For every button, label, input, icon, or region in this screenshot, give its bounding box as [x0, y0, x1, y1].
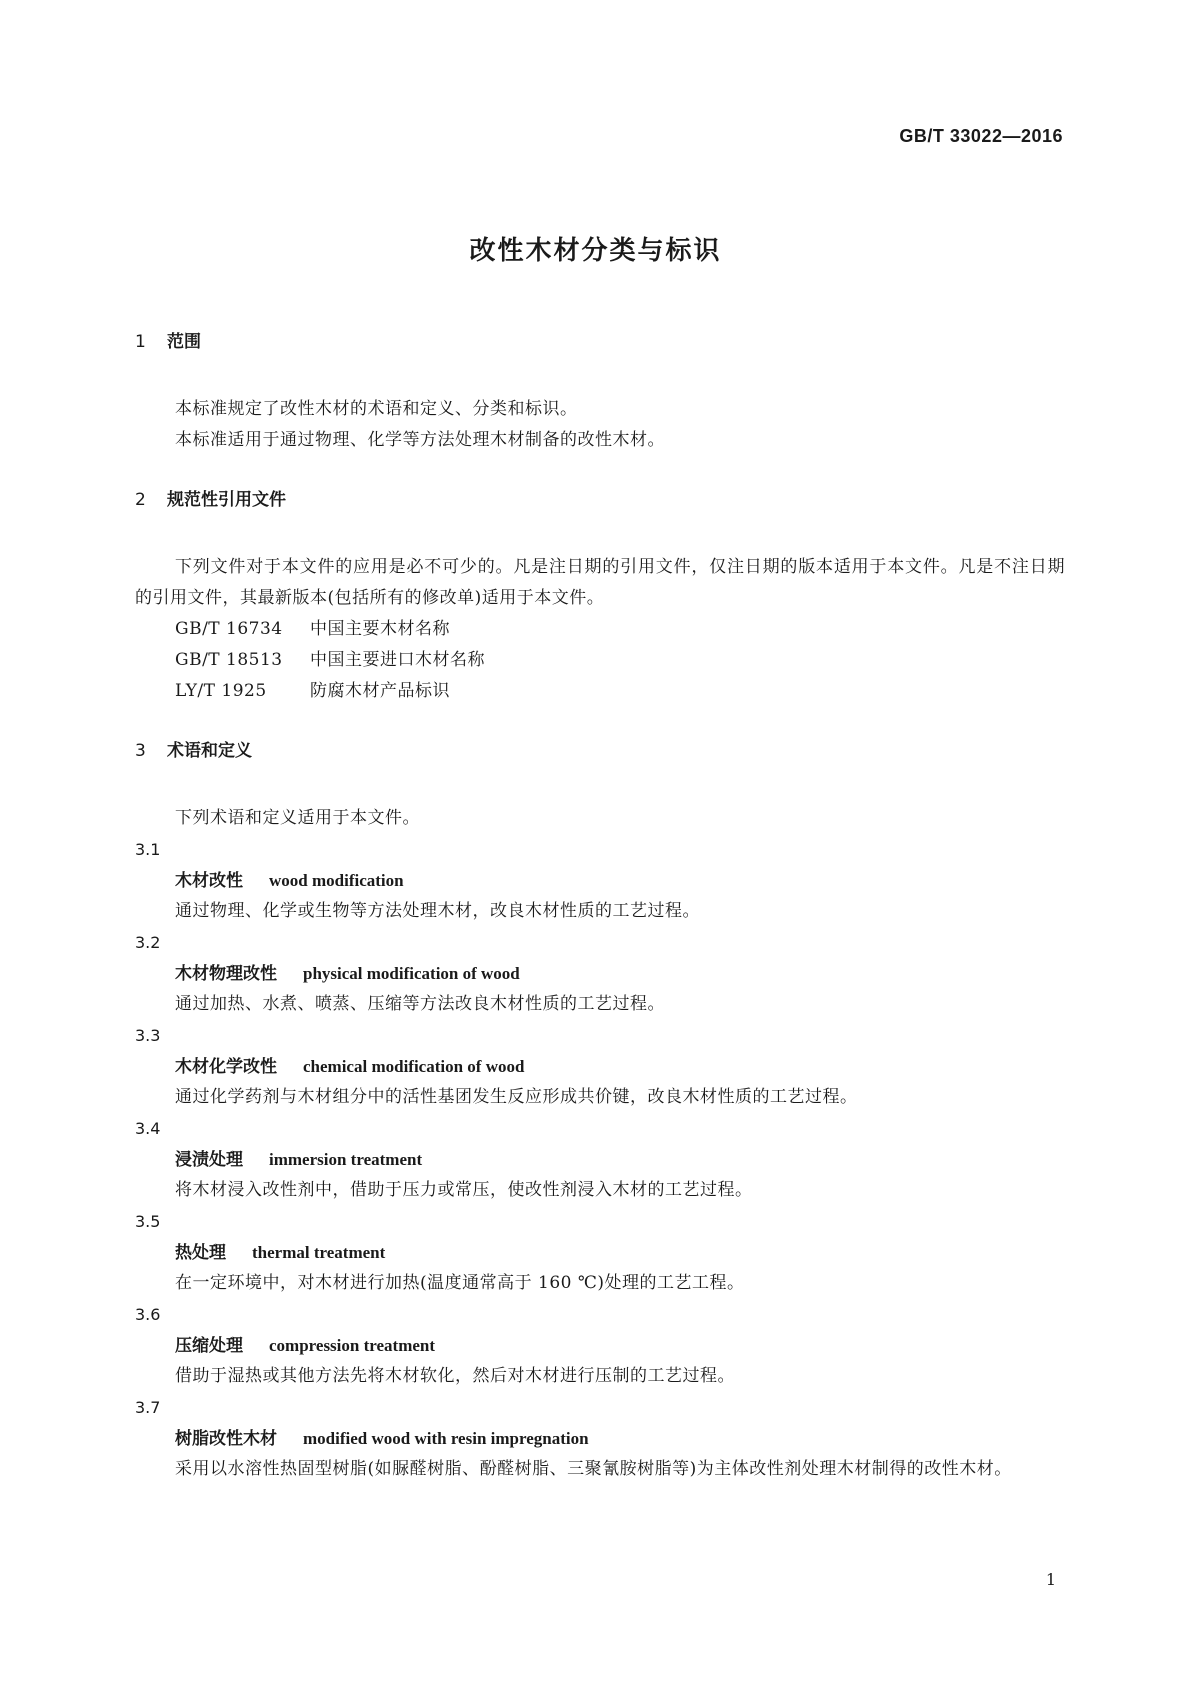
reference-code: GB/T 18513 — [175, 650, 283, 670]
term-definition: 通过化学药剂与木材组分中的活性基团发生反应形成共价键，改良木材性质的工艺过程。 — [175, 1087, 858, 1107]
term-name-zh: 浸渍处理 — [175, 1150, 243, 1170]
term-name-en: chemical modification of wood — [303, 1057, 525, 1076]
term-number: 3.7 — [135, 1398, 161, 1417]
reference-code: GB/T 16734 — [175, 619, 283, 639]
section-heading-scope — [135, 330, 1065, 354]
term-name — [135, 1423, 1065, 1454]
section-number: 2 — [135, 490, 146, 510]
section-number: 1 — [135, 332, 146, 352]
section-heading-terms — [135, 739, 1065, 763]
term-name-en: physical modification of wood — [303, 964, 520, 983]
term-name-en: wood modification — [269, 871, 404, 890]
term-name-zh: 树脂改性木材 — [175, 1429, 277, 1449]
term-number: 3.1 — [135, 840, 161, 859]
scope-paragraph: 本标准规定了改性木材的术语和定义、分类和标识。 — [175, 399, 578, 419]
terms-intro: 下列术语和定义适用于本文件。 — [175, 808, 420, 828]
references-intro: 下列文件对于本文件的应用是必不可少的。凡是注日期的引用文件，仅注日期的版本适用于本文件。凡是不注日期的引用文件，其最新版本(包括所有的修改单)适用于本文件。 — [135, 557, 1065, 608]
term-name — [135, 1051, 1065, 1082]
term-definition: 通过加热、水煮、喷蒸、压缩等方法改良木材性质的工艺过程。 — [175, 994, 665, 1014]
term-name-en: modified wood with resin impregnation — [303, 1429, 589, 1448]
section-title: 规范性引用文件 — [167, 490, 286, 510]
reference-title: 防腐木材产品标识 — [310, 681, 450, 701]
term-number: 3.3 — [135, 1026, 161, 1045]
reference-item — [135, 645, 1065, 676]
term-name — [135, 1330, 1065, 1361]
term-name-en: compression treatment — [269, 1336, 436, 1355]
reference-item — [135, 676, 1065, 707]
term-definition: 通过物理、化学或生物等方法处理木材，改良木材性质的工艺过程。 — [175, 901, 700, 921]
term-definition: 借助于湿热或其他方法先将木材软化，然后对木材进行压制的工艺过程。 — [175, 1366, 735, 1386]
reference-title: 中国主要进口木材名称 — [310, 650, 485, 670]
term-name-zh: 木材化学改性 — [175, 1057, 277, 1077]
reference-title: 中国主要木材名称 — [310, 619, 450, 639]
term-number: 3.6 — [135, 1305, 161, 1324]
section-heading-references — [135, 488, 1065, 512]
term-entry — [135, 1113, 1065, 1206]
term-definition: 将木材浸入改性剂中，借助于压力或常压，使改性剂浸入木材的工艺过程。 — [175, 1180, 753, 1200]
term-entry — [135, 927, 1065, 1020]
reference-item — [135, 614, 1065, 645]
section-title: 范围 — [167, 332, 201, 352]
term-definition: 在一定环境中，对木材进行加热(温度通常高于 160 ℃)处理的工艺工程。 — [175, 1273, 745, 1293]
term-number: 3.2 — [135, 933, 161, 952]
term-name-en: immersion treatment — [269, 1150, 423, 1169]
term-entry — [135, 1020, 1065, 1113]
term-number: 3.5 — [135, 1212, 161, 1231]
term-name-zh: 木材物理改性 — [175, 964, 277, 984]
term-name — [135, 1144, 1065, 1175]
reference-code: LY/T 1925 — [175, 681, 267, 701]
section-number: 3 — [135, 741, 146, 761]
term-number: 3.4 — [135, 1119, 161, 1138]
term-name-zh: 压缩处理 — [175, 1336, 243, 1356]
page-number: 1 — [1045, 1570, 1056, 1589]
section-title: 术语和定义 — [167, 741, 252, 761]
term-name — [135, 865, 1065, 896]
term-name — [135, 958, 1065, 989]
document-body — [135, 330, 1065, 1485]
term-entry — [135, 834, 1065, 927]
term-name — [135, 1237, 1065, 1268]
term-entry — [135, 1299, 1065, 1392]
standard-code: GB/T 33022—2016 — [899, 126, 1063, 146]
term-name-zh: 木材改性 — [175, 871, 243, 891]
term-entry — [135, 1392, 1065, 1485]
document-title: 改性木材分类与标识 — [469, 236, 722, 266]
scope-paragraph: 本标准适用于通过物理、化学等方法处理木材制备的改性木材。 — [175, 430, 665, 450]
term-name-zh: 热处理 — [175, 1243, 226, 1263]
term-definition: 采用以水溶性热固型树脂(如脲醛树脂、酚醛树脂、三聚氰胺树脂等)为主体改性剂处理木材制得的改性木材。 — [175, 1459, 1012, 1479]
term-entry — [135, 1206, 1065, 1299]
term-name-en: thermal treatment — [252, 1243, 386, 1262]
